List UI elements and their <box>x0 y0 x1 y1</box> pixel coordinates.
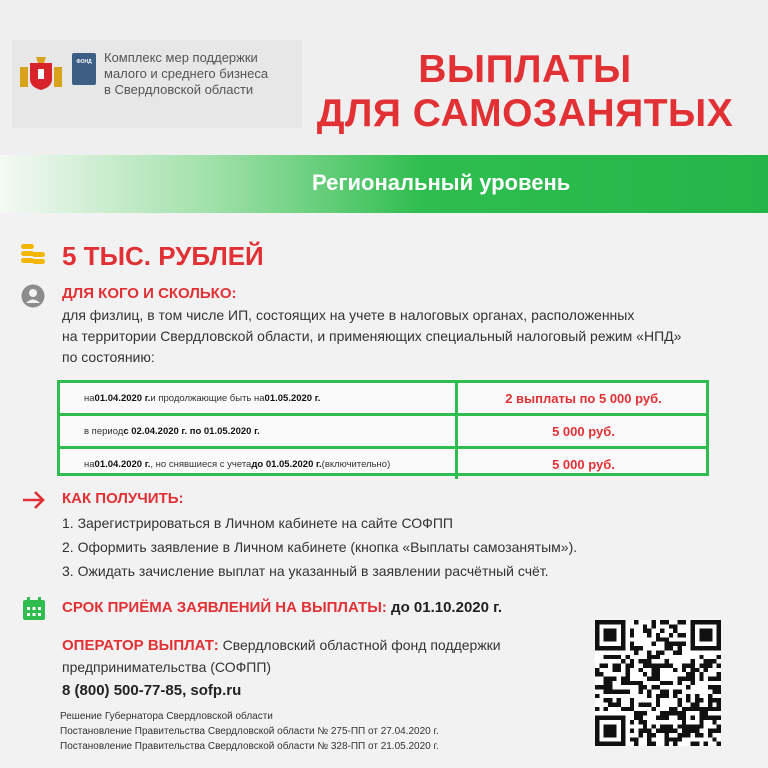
table-row <box>60 413 706 446</box>
deadline <box>62 598 502 618</box>
operator <box>62 634 501 702</box>
org-line: в Свердловской области <box>104 82 254 97</box>
table-cell-amount: 5 000 руб. <box>455 416 709 446</box>
title-line-2: ДЛЯ САМОЗАНЯТЫХ <box>316 92 734 135</box>
deadline-label: СРОК ПРИЁМА ЗАЯВЛЕНИЙ НА ВЫПЛАТЫ: <box>62 599 387 616</box>
footer-line: Постановление Правительства Свердловской области № 275-ПП от 27.04.2020 г. <box>60 726 439 737</box>
legal-footer <box>60 709 439 754</box>
org-line: малого и среднего бизнеса <box>104 66 269 81</box>
who-line: для физлиц, в том числе ИП, состоящих на учете в налоговых органах, расположенных <box>62 307 635 323</box>
table-cell-amount: 2 выплаты по 5 000 руб. <box>455 383 709 413</box>
amount-heading: 5 ТЫС. РУБЛЕЙ <box>62 241 264 271</box>
coins-icon <box>20 241 46 269</box>
operator-label: ОПЕРАТОР ВЫПЛАТ: <box>62 637 219 654</box>
title-line-1: ВЫПЛАТЫ <box>418 48 632 91</box>
table-cell-condition: на 01.04.2020 г. , но снявшиеся с учета до 01.05.2020 г. (включительно) <box>84 458 391 470</box>
page-title <box>300 48 750 136</box>
list-item: 1. Зарегистрироваться в Личном кабинете на сайте СОФПП <box>62 515 453 531</box>
person-icon <box>21 284 45 308</box>
deadline-value: до 01.10.2020 г. <box>386 599 503 616</box>
list-item: 3. Ожидать зачисление выплат на указанный в заявлении расчётный счёт. <box>62 563 549 579</box>
operator-text: Свердловский областной фонд поддержки <box>218 637 501 653</box>
table-cell-condition: на 01.04.2020 г. и продолжающие быть на 01.05.2020 г. <box>84 392 321 404</box>
level-banner-text: Региональный уровень <box>312 170 571 195</box>
who-line: по состоянию: <box>62 349 155 365</box>
how-heading: КАК ПОЛУЧИТЬ: <box>62 490 184 507</box>
org-line: Комплекс мер поддержки <box>104 50 258 65</box>
payments-table <box>57 380 709 476</box>
operator-contact: 8 (800) 500-77-85, sofp.ru <box>62 682 242 699</box>
operator-text-2: предпринимательства (СОФПП) <box>62 659 272 675</box>
table-cell-condition: в период с 02.04.2020 г. по 01.05.2020 г. <box>84 425 260 437</box>
list-item: 2. Оформить заявление в Личном кабинете (кнопка «Выплаты самозанятым»). <box>62 539 578 555</box>
who-text <box>62 305 681 368</box>
table-row <box>60 446 706 479</box>
footer-line: Постановление Правительства Свердловской области № 328-ПП от 21.05.2020 г. <box>60 741 439 752</box>
fund-logo-text: ФОНД <box>76 59 92 65</box>
fund-logo <box>72 53 96 85</box>
table-row <box>60 383 706 413</box>
who-line: на территории Свердловской области, и применяющих специальный налоговый режим «НПД» <box>62 328 682 344</box>
arrow-right-icon <box>22 490 46 510</box>
table-cell-amount: 5 000 руб. <box>455 449 709 479</box>
footer-line: Решение Губернатора Свердловской области <box>60 711 273 722</box>
calendar-icon <box>22 597 46 621</box>
who-heading: ДЛЯ КОГО И СКОЛЬКО: <box>62 285 237 302</box>
how-steps <box>62 511 577 583</box>
org-name <box>104 50 294 98</box>
crest-icon <box>18 55 64 91</box>
qr-code[interactable] <box>595 620 721 746</box>
